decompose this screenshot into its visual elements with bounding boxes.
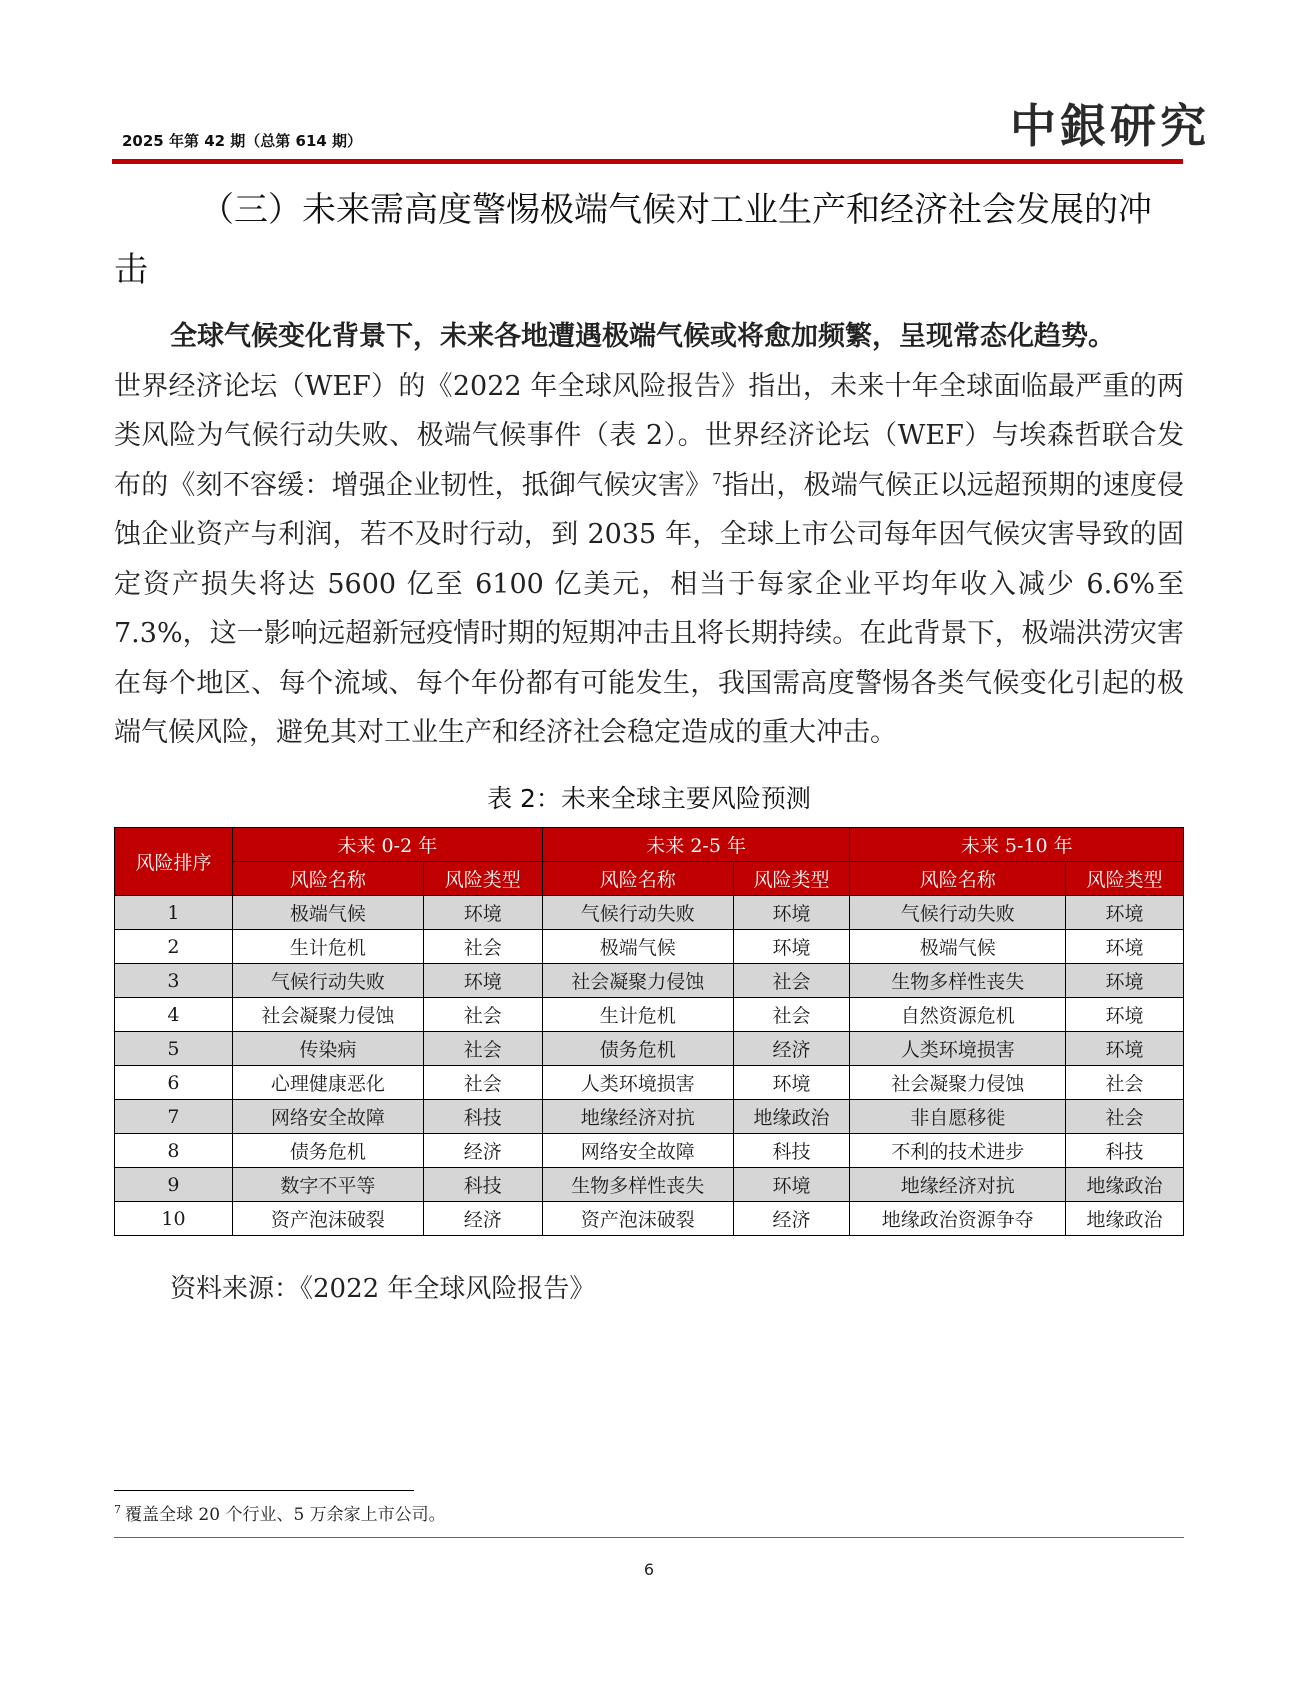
risk-name-cell: 社会凝聚力侵蚀	[850, 1066, 1066, 1100]
risk-name-cell: 网络安全故障	[232, 1100, 423, 1134]
risk-name-cell: 自然资源危机	[850, 998, 1066, 1032]
table-row	[115, 964, 1184, 998]
risk-name-cell: 地缘政治资源争夺	[850, 1202, 1066, 1236]
risk-type-cell: 环境	[733, 1168, 850, 1202]
footnote	[114, 1500, 446, 1525]
risk-type-cell: 环境	[733, 1066, 850, 1100]
footer-divider	[114, 1537, 1184, 1538]
body-text-part2: 指出，极端气候正以远超预期的速度侵蚀企业资产与利润，若不及时行动，到 2035 年，全球上市公司每年因气候灾害导致的固定资产损失将达 5600 亿至 6100 亿美元，相当于每家企业平均年收入减少 6.6%至 7.3%，这一影响远超新冠疫情时期的短期冲击且将长期持续。在此背景下，极端洪涝灾害在每个地区、每个流域、每个年份都有可能发生，我国需高度警惕各类气候变化引起的极端气候风险，避免其对工业生产和经济社会稳定造成的重大冲击。	[114, 469, 1185, 748]
table-row	[115, 930, 1184, 964]
footnote-divider	[114, 1490, 414, 1491]
risk-name-cell: 债务危机	[232, 1134, 423, 1168]
risk-name-cell: 人类环境损害	[542, 1066, 733, 1100]
risk-type-cell: 环境	[733, 896, 850, 930]
section-heading	[114, 180, 1184, 300]
rank-header: 风险排序	[115, 828, 233, 896]
rank-cell: 8	[115, 1134, 233, 1168]
table-row	[115, 1168, 1184, 1202]
rank-cell: 5	[115, 1032, 233, 1066]
risk-name-cell: 非自愿移徙	[850, 1100, 1066, 1134]
risk-type-cell: 社会	[423, 998, 542, 1032]
footnote-number: 7	[114, 1503, 121, 1517]
rank-cell: 3	[115, 964, 233, 998]
risk-type-cell: 环境	[1065, 930, 1183, 964]
risk-type-cell: 环境	[423, 896, 542, 930]
risk-name-cell: 心理健康恶化	[232, 1066, 423, 1100]
rank-cell: 2	[115, 930, 233, 964]
body-paragraph	[114, 312, 1184, 758]
table-row	[115, 1100, 1184, 1134]
risk-type-cell: 环境	[1065, 896, 1183, 930]
risk-type-cell: 地缘政治	[1065, 1202, 1183, 1236]
risk-name-cell: 生计危机	[232, 930, 423, 964]
risk-name-cell: 生计危机	[542, 998, 733, 1032]
risk-name-cell: 传染病	[232, 1032, 423, 1066]
rank-cell: 10	[115, 1202, 233, 1236]
footnote-reference[interactable]: 7	[712, 469, 722, 488]
risk-type-cell: 经济	[423, 1134, 542, 1168]
risk-name-cell: 极端气候	[850, 930, 1066, 964]
page-number: 6	[643, 1560, 655, 1579]
risk-type-cell: 社会	[1065, 1100, 1183, 1134]
table-header-row	[115, 828, 1184, 862]
table-source: 资料来源：《2022 年全球风险报告》	[170, 1274, 596, 1304]
brand-logo: 中銀研究	[1010, 99, 1210, 153]
risk-type-header: 风险类型	[423, 862, 542, 896]
risk-name-cell: 地缘经济对抗	[850, 1168, 1066, 1202]
risk-name-cell: 气候行动失败	[542, 896, 733, 930]
table-row	[115, 998, 1184, 1032]
risk-type-cell: 社会	[423, 1066, 542, 1100]
body-text-part1: 世界经济论坛（WEF）的《2022 年全球风险报告》指出，未来十年全球面临最严重的两类风险为气候行动失败、极端气候事件（表 2）。世界经济论坛（WEF）与埃森哲联合发布的《刻不容缓：增强企业韧性，抵御气候灾害》	[114, 370, 1184, 501]
risk-name-cell: 极端气候	[232, 896, 423, 930]
table-subheader-row	[115, 862, 1184, 896]
risk-type-cell: 环境	[1065, 964, 1183, 998]
risk-type-cell: 环境	[1065, 1032, 1183, 1066]
risk-type-cell: 社会	[423, 930, 542, 964]
risk-name-cell: 不利的技术进步	[850, 1134, 1066, 1168]
risk-name-cell: 网络安全故障	[542, 1134, 733, 1168]
table-caption: 表 2：未来全球主要风险预测	[487, 784, 811, 813]
risk-name-cell: 资产泡沫破裂	[542, 1202, 733, 1236]
section-heading-line1: （三）未来需高度警惕极端气候对工业生产和经济社会发展的冲	[200, 190, 1152, 230]
risk-type-cell: 社会	[423, 1032, 542, 1066]
risk-type-cell: 地缘政治	[733, 1100, 850, 1134]
risk-type-cell: 社会	[1065, 1066, 1183, 1100]
rank-cell: 1	[115, 896, 233, 930]
header-divider	[112, 159, 1183, 164]
risk-type-cell: 科技	[423, 1168, 542, 1202]
issue-label: 2025 年第 42 期（总第 614 期）	[122, 132, 363, 150]
period-header: 未来 0-2 年	[232, 828, 542, 862]
risk-type-cell: 经济	[733, 1032, 850, 1066]
risk-name-cell: 地缘经济对抗	[542, 1100, 733, 1134]
risk-name-cell: 极端气候	[542, 930, 733, 964]
risk-type-cell: 经济	[733, 1202, 850, 1236]
risk-type-header: 风险类型	[733, 862, 850, 896]
risk-name-cell: 资产泡沫破裂	[232, 1202, 423, 1236]
section-heading-line2: 击	[114, 250, 148, 290]
period-header: 未来 2-5 年	[542, 828, 850, 862]
risk-name-cell: 社会凝聚力侵蚀	[542, 964, 733, 998]
risk-name-cell: 气候行动失败	[232, 964, 423, 998]
risk-name-header: 风险名称	[232, 862, 423, 896]
risk-type-cell: 环境	[423, 964, 542, 998]
table-row	[115, 1032, 1184, 1066]
risk-name-cell: 气候行动失败	[850, 896, 1066, 930]
rank-cell: 4	[115, 998, 233, 1032]
risk-name-cell: 债务危机	[542, 1032, 733, 1066]
table-row	[115, 896, 1184, 930]
risk-name-cell: 数字不平等	[232, 1168, 423, 1202]
table-row	[115, 1202, 1184, 1236]
risk-type-cell: 环境	[1065, 998, 1183, 1032]
risk-name-cell: 生物多样性丧失	[542, 1168, 733, 1202]
rank-cell: 7	[115, 1100, 233, 1134]
risk-type-cell: 社会	[733, 998, 850, 1032]
risk-type-cell: 环境	[733, 930, 850, 964]
table-row	[115, 1066, 1184, 1100]
risk-type-cell: 科技	[423, 1100, 542, 1134]
risk-type-cell: 经济	[423, 1202, 542, 1236]
risk-name-header: 风险名称	[542, 862, 733, 896]
footnote-text: 覆盖全球 20 个行业、5 万余家上市公司。	[125, 1505, 446, 1525]
table-row	[115, 1134, 1184, 1168]
risk-type-header: 风险类型	[1065, 862, 1183, 896]
risk-name-header: 风险名称	[850, 862, 1066, 896]
rank-cell: 9	[115, 1168, 233, 1202]
risk-type-cell: 社会	[733, 964, 850, 998]
risk-type-cell: 科技	[733, 1134, 850, 1168]
period-header: 未来 5-10 年	[850, 828, 1184, 862]
risk-name-cell: 社会凝聚力侵蚀	[232, 998, 423, 1032]
risk-type-cell: 地缘政治	[1065, 1168, 1183, 1202]
risk-name-cell: 人类环境损害	[850, 1032, 1066, 1066]
risk-type-cell: 科技	[1065, 1134, 1183, 1168]
risk-table	[114, 827, 1184, 1236]
rank-cell: 6	[115, 1066, 233, 1100]
lead-sentence: 全球气候变化背景下，未来各地遭遇极端气候或将愈加频繁，呈现常态化趋势。	[170, 321, 1115, 352]
risk-name-cell: 生物多样性丧失	[850, 964, 1066, 998]
